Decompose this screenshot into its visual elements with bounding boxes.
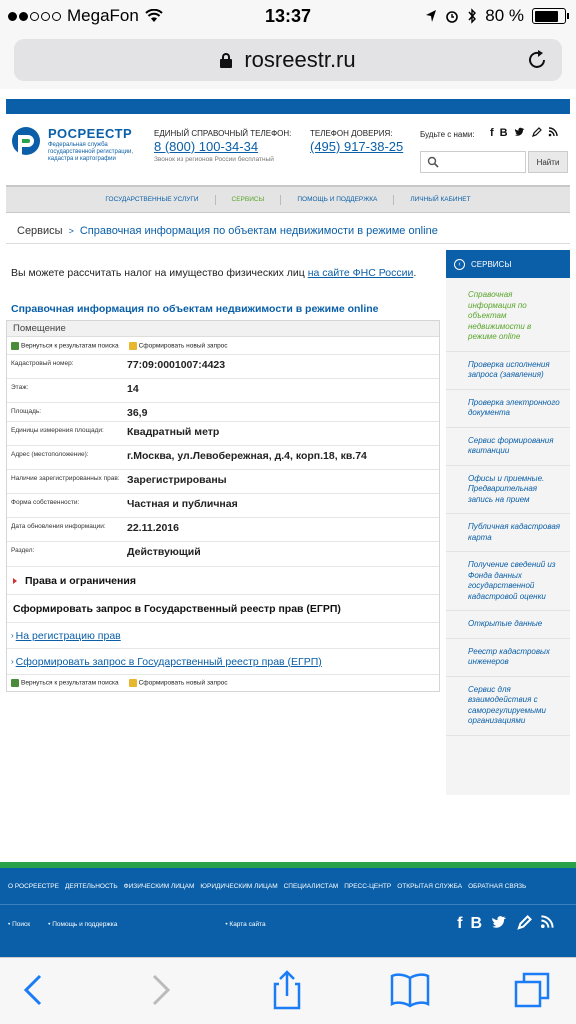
footer-divider <box>0 904 576 905</box>
breadcrumb <box>17 225 438 237</box>
footer-nav-specialists[interactable]: СПЕЦИАЛИСТАМ <box>283 883 339 890</box>
row-key: Этаж: <box>11 384 29 391</box>
alarm-icon <box>445 9 459 23</box>
info-row <box>7 541 439 566</box>
footer-nav-individuals[interactable]: ФИЗИЧЕСКИМ ЛИЦАМ <box>123 883 195 890</box>
vk-icon[interactable]: B <box>470 915 482 932</box>
sidebar-item-request-check[interactable]: Проверка исполнения запроса (заявления) <box>446 352 570 390</box>
info-row <box>7 445 439 469</box>
row-value: г.Москва, ул.Левобережная, д.4, корп.18, кв.74 <box>127 450 367 462</box>
rights-toggle[interactable] <box>7 566 439 594</box>
egrp-link-row <box>7 648 439 674</box>
info-row <box>7 493 439 517</box>
nav-divider <box>280 195 281 205</box>
tax-info-text <box>11 267 416 279</box>
browser-address-area <box>0 34 576 89</box>
sidebar-item-engineers[interactable]: Реестр кадастровых инженеров <box>446 639 570 677</box>
back-arrow-icon <box>11 679 19 687</box>
property-card <box>6 320 440 692</box>
browser-toolbar <box>0 957 576 1024</box>
row-key: Площадь: <box>11 408 42 415</box>
footer-social-icons <box>457 915 554 933</box>
logo-subtitle: Федеральная служба государственной регистрации, кадастра и картографии <box>48 142 133 162</box>
bookmarks-icon[interactable] <box>390 970 430 1010</box>
sidebar-item-public-map[interactable]: Публичная кадастровая карта <box>446 514 570 552</box>
row-value: 22.11.2016 <box>127 522 179 534</box>
social-label: Будьте с нами: <box>420 130 475 139</box>
forward-icon[interactable] <box>140 970 180 1010</box>
row-value: Зарегистрированы <box>127 474 227 486</box>
info-row <box>7 402 439 421</box>
nav-item-gov-services[interactable]: ГОСУДАРСТВЕННЫЕ УСЛУГИ <box>105 196 199 203</box>
rss-icon[interactable] <box>548 127 558 137</box>
info-row <box>7 469 439 493</box>
back-arrow-icon <box>11 342 19 350</box>
back-label: Вернуться к результатам поиска <box>21 342 119 350</box>
link-arrow-icon: › <box>11 631 14 640</box>
egrp-title-text: Сформировать запрос в Государственный реестр прав (ЕГРП) <box>13 602 341 615</box>
new-request-icon <box>129 679 137 687</box>
lock-icon <box>220 53 232 68</box>
search-icon <box>427 156 439 168</box>
row-key: Раздел: <box>11 547 35 554</box>
vk-icon[interactable]: B <box>499 127 508 139</box>
footer-nav-press[interactable]: ПРЕСС-ЦЕНТР <box>344 883 392 890</box>
battery-icon <box>532 8 566 24</box>
breadcrumb-root[interactable]: Сервисы <box>17 225 63 237</box>
back-label: Вернуться к результатам поиска <box>21 679 119 687</box>
row-key: Адрес (местоположение): <box>11 451 89 458</box>
hotline-note: Звонок из регионов России бесплатный <box>154 156 274 163</box>
footer-links <box>8 921 266 928</box>
top-blue-strip <box>6 99 570 114</box>
nav-item-help[interactable]: ПОМОЩЬ И ПОДДЕРЖКА <box>297 196 378 203</box>
row-key: Форма собственности: <box>11 499 80 506</box>
row-value: Частная и публичная <box>127 498 238 510</box>
fns-link[interactable]: на сайте ФНС России <box>307 267 414 279</box>
search-button[interactable]: Найти <box>528 151 568 173</box>
share-icon[interactable] <box>267 970 307 1010</box>
row-key: Дата обновления информации: <box>11 523 106 530</box>
site-header <box>6 123 570 179</box>
new-request-label: Сформировать новый запрос <box>138 342 228 350</box>
rights-label: Права и ограничения <box>25 574 136 587</box>
back-to-results-button[interactable] <box>11 342 119 350</box>
row-key: Единицы измерения площади: <box>11 427 104 434</box>
row-value: 77:09:0001007:4423 <box>127 359 226 371</box>
divider <box>6 243 570 244</box>
sidebar-item-open-data[interactable]: Открытые данные <box>446 611 570 639</box>
web-page <box>0 89 576 957</box>
facebook-icon[interactable]: f <box>490 127 494 139</box>
hotline-label: ЕДИНЫЙ СПРАВОЧНЫЙ ТЕЛЕФОН: <box>154 129 292 138</box>
reload-icon[interactable] <box>526 49 548 71</box>
blog-icon[interactable] <box>531 127 542 138</box>
footer-nav-legal[interactable]: ЮРИДИЧЕСКИМ ЛИЦАМ <box>200 883 278 890</box>
info-row <box>7 421 439 445</box>
registration-link-row <box>7 622 439 648</box>
nav-item-services[interactable]: СЕРВИСЫ <box>231 196 265 203</box>
tabs-icon[interactable] <box>512 970 552 1010</box>
footer-nav <box>8 883 526 890</box>
header-social-icons <box>490 127 558 139</box>
battery-percent: 80 % <box>485 6 524 25</box>
rosreestr-logo-icon[interactable] <box>10 125 42 165</box>
status-right <box>425 6 566 26</box>
location-icon <box>425 9 437 23</box>
main-nav <box>6 185 570 213</box>
footer-link-search[interactable]: • Поиск <box>8 921 30 928</box>
breadcrumb-arrow-icon: > <box>68 226 74 236</box>
chevron-left-icon: ‹ <box>454 259 465 270</box>
tax-end: . <box>413 267 417 279</box>
nav-item-account[interactable]: ЛИЧНЫЙ КАБИНЕТ <box>410 196 471 203</box>
rss-icon[interactable] <box>540 915 554 929</box>
nav-divider <box>215 195 216 205</box>
card-actions-top <box>7 337 439 354</box>
status-bar <box>0 0 576 34</box>
sidebar-title: СЕРВИСЫ <box>471 259 512 269</box>
row-value: 14 <box>127 383 139 395</box>
sidebar-item-receipt[interactable]: Сервис формирования квитанции <box>446 428 570 466</box>
bluetooth-icon <box>467 8 477 24</box>
registration-link[interactable]: На регистрацию прав <box>15 629 121 642</box>
trust-phone-link[interactable]: (495) 917-38-25 <box>310 139 404 154</box>
row-value: Действующий <box>127 546 201 558</box>
sidebar-item-online-info[interactable]: Справочная информация по объектам недвижимости в режиме online <box>446 282 570 352</box>
hotline-phone-link[interactable]: 8 (800) 100-34-34 <box>154 139 259 154</box>
sidebar-item-doc-check[interactable]: Проверка электронного документа <box>446 390 570 428</box>
address-bar[interactable] <box>14 39 562 81</box>
tax-text: Вы можете рассчитать налог на имущество физических лиц <box>11 267 305 279</box>
site-footer <box>0 868 576 957</box>
back-to-results-button[interactable] <box>11 679 119 687</box>
breadcrumb-current[interactable]: Справочная информация по объектам недвижимости в режиме online <box>79 225 438 237</box>
site-search-input[interactable] <box>420 151 526 173</box>
blog-icon[interactable] <box>516 915 532 931</box>
card-header: Помещение <box>7 321 439 337</box>
sidebar-item-valuation-fund[interactable]: Получение сведений из Фонда данных государственной кадастровой оценки <box>446 552 570 611</box>
nav-divider <box>393 195 394 205</box>
egrp-request-link[interactable]: Сформировать запрос в Государственный реестр прав (ЕГРП) <box>15 655 322 668</box>
clock: 13:37 <box>264 6 312 26</box>
info-row <box>7 517 439 541</box>
info-row <box>7 354 439 378</box>
twitter-icon[interactable] <box>490 915 508 931</box>
footer-nav-feedback[interactable]: ОБРАТНАЯ СВЯЗЬ <box>468 883 527 890</box>
footer-nav-about[interactable]: О РОСРЕЕСТРЕ <box>8 883 59 890</box>
link-arrow-icon: › <box>11 657 14 666</box>
sidebar-item-sro[interactable]: Сервис для взаимодействия с саморегулируемыми организациями <box>446 677 570 736</box>
footer-nav-open-service[interactable]: ОТКРЫТАЯ СЛУЖБА <box>397 883 463 890</box>
new-request-button[interactable] <box>129 679 228 687</box>
services-sidebar <box>446 250 570 795</box>
footer-link-sitemap[interactable]: • Карта сайта <box>225 921 265 928</box>
back-icon[interactable] <box>14 970 54 1010</box>
expand-arrow-icon <box>13 578 17 584</box>
section-title: Справочная информация по объектам недвижимости в режиме online <box>11 303 379 315</box>
egrp-title <box>7 594 439 622</box>
row-value: Квадратный метр <box>127 426 220 438</box>
footer-link-help[interactable]: • Помощь и поддержка <box>48 921 117 928</box>
logo-title[interactable]: РОСРЕЕСТР <box>48 126 133 141</box>
sidebar-item-offices[interactable]: Офисы и приемные. Предварительная запись на прием <box>446 466 570 515</box>
row-value: 36,9 <box>127 407 148 419</box>
new-request-button[interactable] <box>129 342 228 350</box>
new-request-icon <box>129 342 137 350</box>
row-key: Кадастровый номер: <box>11 360 74 367</box>
facebook-icon[interactable]: f <box>457 915 463 932</box>
info-row <box>7 378 439 402</box>
url-text: rosreestr.ru <box>244 47 356 72</box>
sidebar-header[interactable] <box>446 250 570 278</box>
footer-nav-activity[interactable]: ДЕЯТЕЛЬНОСТЬ <box>64 883 118 890</box>
new-request-label: Сформировать новый запрос <box>138 679 228 687</box>
carrier-name: MegaFon <box>67 6 139 25</box>
twitter-icon[interactable] <box>514 127 525 138</box>
row-key: Наличие зарегистрированных прав: <box>11 475 120 482</box>
trust-label: ТЕЛЕФОН ДОВЕРИЯ: <box>310 129 393 138</box>
card-actions-bottom <box>7 674 439 691</box>
